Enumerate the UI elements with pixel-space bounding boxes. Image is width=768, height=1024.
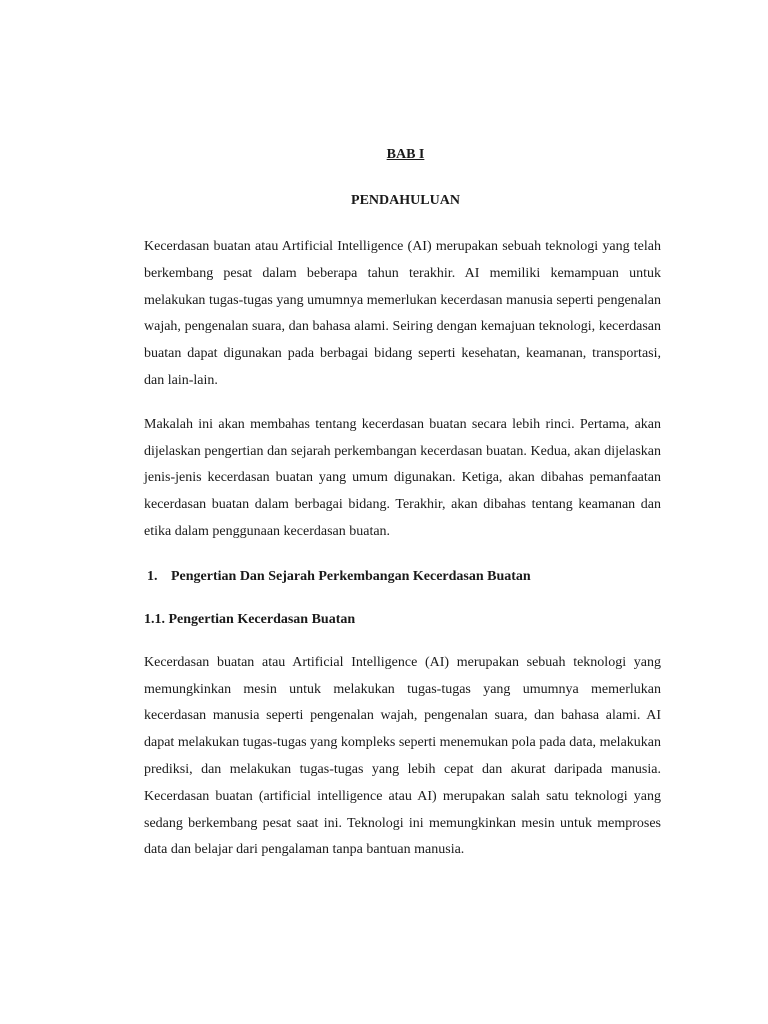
section-1-1-paragraph: Kecerdasan buatan atau Artificial Intelligence (AI) merupakan sebuah teknologi yang memungkinkan mesin untuk melakukan tugas-tugas yang umumnya memerlukan kecerdasan manusia seperti pengenalan wajah, pengenalan suara, dan bahasa alami. AI dapat melakukan tugas-tugas yang kompleks seperti menemukan pola pada data, melakukan prediksi, dan melakukan tugas-tugas yang lebih cepat dan akurat daripada manusia. Kecerdasan buatan (artificial intelligence atau AI) merupakan salah satu teknologi yang sedang berkembang pesat saat ini. Teknologi ini memungkinkan mesin untuk memproses data dan belajar dari pengalaman tanpa bantuan manusia. (144, 654, 661, 858)
section-1-title: Pengertian Dan Sejarah Perkembangan Kecerdasan Buatan (171, 568, 531, 584)
section-1-1-heading: 1.1. Pengertian Kecerdasan Buatan (144, 611, 356, 627)
intro-paragraph-1: Kecerdasan buatan atau Artificial Intelligence (AI) merupakan sebuah teknologi yang telah berkembang pesat dalam beberapa tahun terakhir. AI memiliki kemampuan untuk melakukan tugas-tugas yang umumnya memerlukan kecerdasan manusia seperti pengenalan wajah, pengenalan suara, dan bahasa alami. Seiring dengan kemajuan teknologi, kecerdasan buatan dapat digunakan pada berbagai bidang seperti kesehatan, keamanan, transportasi, dan lain-lain. (144, 239, 661, 388)
chapter-heading: BAB I (386, 147, 425, 162)
section-1-heading (144, 565, 661, 589)
section-1-number: 1. (147, 568, 158, 584)
chapter-title: PENDAHULUAN (351, 193, 460, 208)
document-page (144, 143, 661, 864)
intro-paragraph-2: Makalah ini akan membahas tentang kecerdasan buatan secara lebih rinci. Pertama, akan dijelaskan pengertian dan sejarah perkembangan kecerdasan buatan. Kedua, akan dijelaskan jenis-jenis kecerdasan buatan yang umum digunakan. Ketiga, akan dibahas pemanfaatan kecerdasan buatan dalam berbagai bidang. Terakhir, akan dibahas tentang keamanan dan etika dalam penggunaan kecerdasan buatan. (144, 416, 661, 539)
